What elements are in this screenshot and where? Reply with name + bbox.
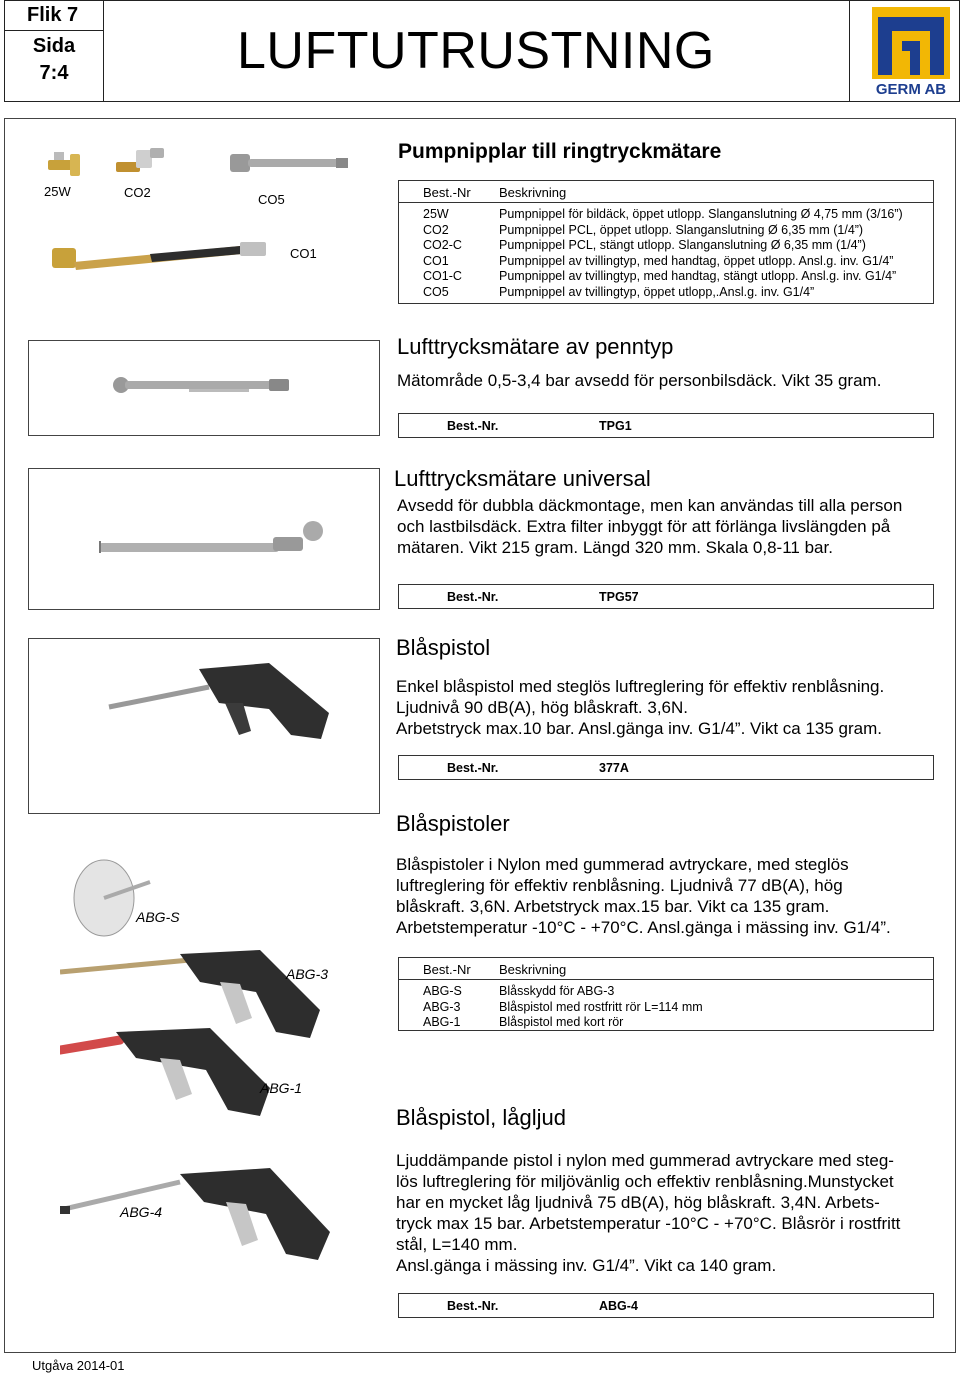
germ-logo bbox=[850, 1, 958, 101]
nipple-products-icon bbox=[40, 142, 360, 302]
section-title-universal: Lufttrycksmätare universal bbox=[394, 466, 651, 491]
table-row bbox=[399, 285, 933, 301]
blaspistol-image bbox=[28, 638, 380, 814]
image-label-co2: CO2 bbox=[124, 185, 151, 200]
row-desc: Pumpnippel av tvillingtyp, öppet utlopp,.Ansl.g. inv. G1/4” bbox=[499, 284, 815, 299]
universal-image bbox=[28, 468, 380, 610]
order-label: Best.-Nr. bbox=[447, 590, 499, 604]
image-label-co1: CO1 bbox=[290, 246, 317, 261]
universal-text bbox=[397, 495, 902, 558]
header-title-box bbox=[104, 0, 850, 102]
pumpnipplar-table bbox=[398, 180, 934, 304]
order-box-penntyp bbox=[398, 413, 934, 438]
row-code: CO1 bbox=[423, 253, 449, 268]
table-row bbox=[399, 269, 933, 285]
blaspistol-text bbox=[396, 676, 884, 739]
lagljud-text bbox=[396, 1150, 900, 1276]
blaspistoler-text bbox=[396, 854, 891, 938]
row-desc: Pumpnippel för bildäck, öppet utlopp. Slanganslutning Ø 4,75 mm (3/16”) bbox=[499, 207, 903, 221]
row-desc: Blåsskydd för ABG-3 bbox=[499, 984, 615, 998]
row-code: CO2-C bbox=[423, 238, 462, 253]
text-line: luftreglering för effektiv renblåsning. Ljudnivå 77 dB(A), hög bbox=[396, 876, 843, 895]
row-code: CO5 bbox=[423, 284, 449, 299]
text-line: Avsedd för dubbla däckmontage, men kan användas till alla person bbox=[397, 496, 903, 515]
page-number: 7:4 bbox=[39, 62, 69, 84]
text-line: stål, L=140 mm. bbox=[396, 1235, 518, 1254]
image-label-abg-4: ABG-4 bbox=[120, 1204, 163, 1220]
text-line: Blåspistoler i Nylon med gummerad avtryckare, med steglös bbox=[396, 855, 849, 874]
page-title: LUFTUTRUSTNING bbox=[237, 22, 715, 80]
header-tab-box bbox=[4, 0, 104, 102]
page-label: Sida bbox=[32, 35, 76, 57]
blaspistoler-images bbox=[60, 842, 380, 1312]
row-code: CO1-C bbox=[423, 269, 462, 284]
penntyp-text: Mätområde 0,5-3,4 bar avsedd för personbilsdäck. Vikt 35 gram. bbox=[397, 371, 882, 390]
table-body bbox=[399, 984, 933, 1031]
text-line: mätaren. Vikt 215 gram. Längd 320 mm. Skala 0,8-11 bar. bbox=[397, 538, 833, 557]
order-box-blaspistol bbox=[398, 755, 934, 780]
section-title-blaspistol: Blåspistol bbox=[396, 635, 491, 660]
row-code: ABG-S bbox=[423, 984, 462, 998]
section-title-pumpnipplar: Pumpnipplar till ringtryckmätare bbox=[398, 140, 722, 163]
col-header-desc: Beskrivning bbox=[499, 962, 567, 977]
logo-text: GERM AB bbox=[875, 81, 947, 98]
table-body bbox=[399, 207, 933, 301]
col-header-desc: Beskrivning bbox=[499, 185, 567, 200]
pumpnipplar-image bbox=[40, 142, 360, 302]
text-line: lös luftreglering för miljövänlig och effektiv renblåsning.Munstycket bbox=[396, 1172, 894, 1191]
tab-label: Flik 7 bbox=[5, 1, 103, 31]
text-line: Ljudnivå 90 dB(A), hög blåskraft. 3,6N. bbox=[396, 698, 688, 717]
order-label: Best.-Nr. bbox=[447, 1299, 499, 1313]
col-header-code: Best.-Nr bbox=[423, 962, 471, 977]
pen-gauge-icon bbox=[29, 341, 379, 435]
row-desc: Pumpnippel av tvillingtyp, med handtag, stängt utlopp. Ansl.g. inv. G1/4” bbox=[499, 269, 897, 284]
row-desc: Pumpnippel av tvillingtyp, med handtag, öppet utlopp. Ansl.g. inv. G1/4” bbox=[499, 253, 894, 268]
image-label-abg-1: ABG-1 bbox=[260, 1080, 303, 1096]
blow-gun-icon bbox=[29, 639, 379, 813]
order-number: 377A bbox=[599, 761, 629, 775]
order-box-universal bbox=[398, 584, 934, 609]
row-code: 25W bbox=[423, 207, 449, 221]
text-line: tryck max 15 bar. Arbetstemperatur -10°C - +70°C. Blåsrör i rostfritt bbox=[396, 1214, 901, 1233]
text-line: Arbetstemperatur -10°C - +70°C. Ansl.gänga i mässing inv. G1/4”. bbox=[396, 918, 891, 937]
order-number: ABG-4 bbox=[599, 1299, 638, 1313]
col-header-code: Best.-Nr bbox=[423, 185, 471, 200]
image-label-co5: CO5 bbox=[258, 192, 285, 207]
text-line: Enkel blåspistol med steglös luftreglering för effektiv renblåsning. bbox=[396, 677, 885, 696]
row-desc: Pumpnippel PCL, öppet utlopp. Slanganslutning Ø 6,35 mm (1/4”) bbox=[499, 222, 864, 237]
order-number: TPG1 bbox=[599, 419, 632, 433]
image-label-abg-s: ABG-S bbox=[136, 909, 180, 925]
row-desc: Blåspistol med kort rör bbox=[499, 1015, 624, 1030]
table-row bbox=[399, 1000, 933, 1016]
page-label-box bbox=[5, 33, 103, 87]
text-line: har en mycket låg ljudnivå 75 dB(A), hög blåskraft. 3,4N. Arbets- bbox=[396, 1193, 880, 1212]
table-header bbox=[399, 958, 933, 980]
table-row bbox=[399, 254, 933, 270]
order-label: Best.-Nr. bbox=[447, 419, 499, 433]
section-title-penntyp: Lufttrycksmätare av penntyp bbox=[397, 334, 674, 359]
table-row bbox=[399, 1015, 933, 1031]
table-header bbox=[399, 181, 933, 203]
table-row bbox=[399, 238, 933, 254]
image-label-25w: 25W bbox=[44, 184, 71, 199]
row-code: ABG-3 bbox=[423, 999, 461, 1014]
table-row bbox=[399, 207, 933, 223]
row-desc: Blåspistol med rostfritt rör L=114 mm bbox=[499, 999, 703, 1014]
row-code: CO2 bbox=[423, 222, 449, 237]
edition-footer: Utgåva 2014-01 bbox=[32, 1358, 125, 1373]
text-line: Ljuddämpande pistol i nylon med gummerad avtryckare med steg- bbox=[396, 1151, 894, 1170]
order-box-lagljud bbox=[398, 1293, 934, 1318]
logo-box bbox=[850, 0, 960, 102]
table-row bbox=[399, 984, 933, 1000]
row-desc: Pumpnippel PCL, stängt utlopp. Slanganslutning Ø 6,35 mm (1/4”) bbox=[499, 238, 866, 253]
table-row bbox=[399, 223, 933, 239]
row-code: ABG-1 bbox=[423, 1015, 461, 1030]
universal-gauge-icon bbox=[29, 469, 379, 609]
blow-guns-icon bbox=[60, 842, 380, 1312]
penntyp-image bbox=[28, 340, 380, 436]
text-line: Ansl.gänga i mässing inv. G1/4”. Vikt ca 140 gram. bbox=[396, 1256, 777, 1275]
text-line: Arbetstryck max.10 bar. Ansl.gänga inv. G1/4”. Vikt ca 135 gram. bbox=[396, 719, 882, 738]
order-label: Best.-Nr. bbox=[447, 761, 499, 775]
text-line: blåskraft. 3,6N. Arbetstryck max.15 bar. Vikt ca 135 gram. bbox=[396, 897, 830, 916]
text-line: och lastbilsdäck. Extra filter inbyggt för att förlänga livslängden på bbox=[397, 517, 891, 536]
image-label-abg-3: ABG-3 bbox=[286, 966, 329, 982]
section-title-lagljud: Blåspistol, lågljud bbox=[396, 1105, 566, 1130]
order-number: TPG57 bbox=[599, 590, 639, 604]
blaspistoler-table bbox=[398, 957, 934, 1031]
section-title-blaspistoler: Blåspistoler bbox=[396, 811, 510, 836]
